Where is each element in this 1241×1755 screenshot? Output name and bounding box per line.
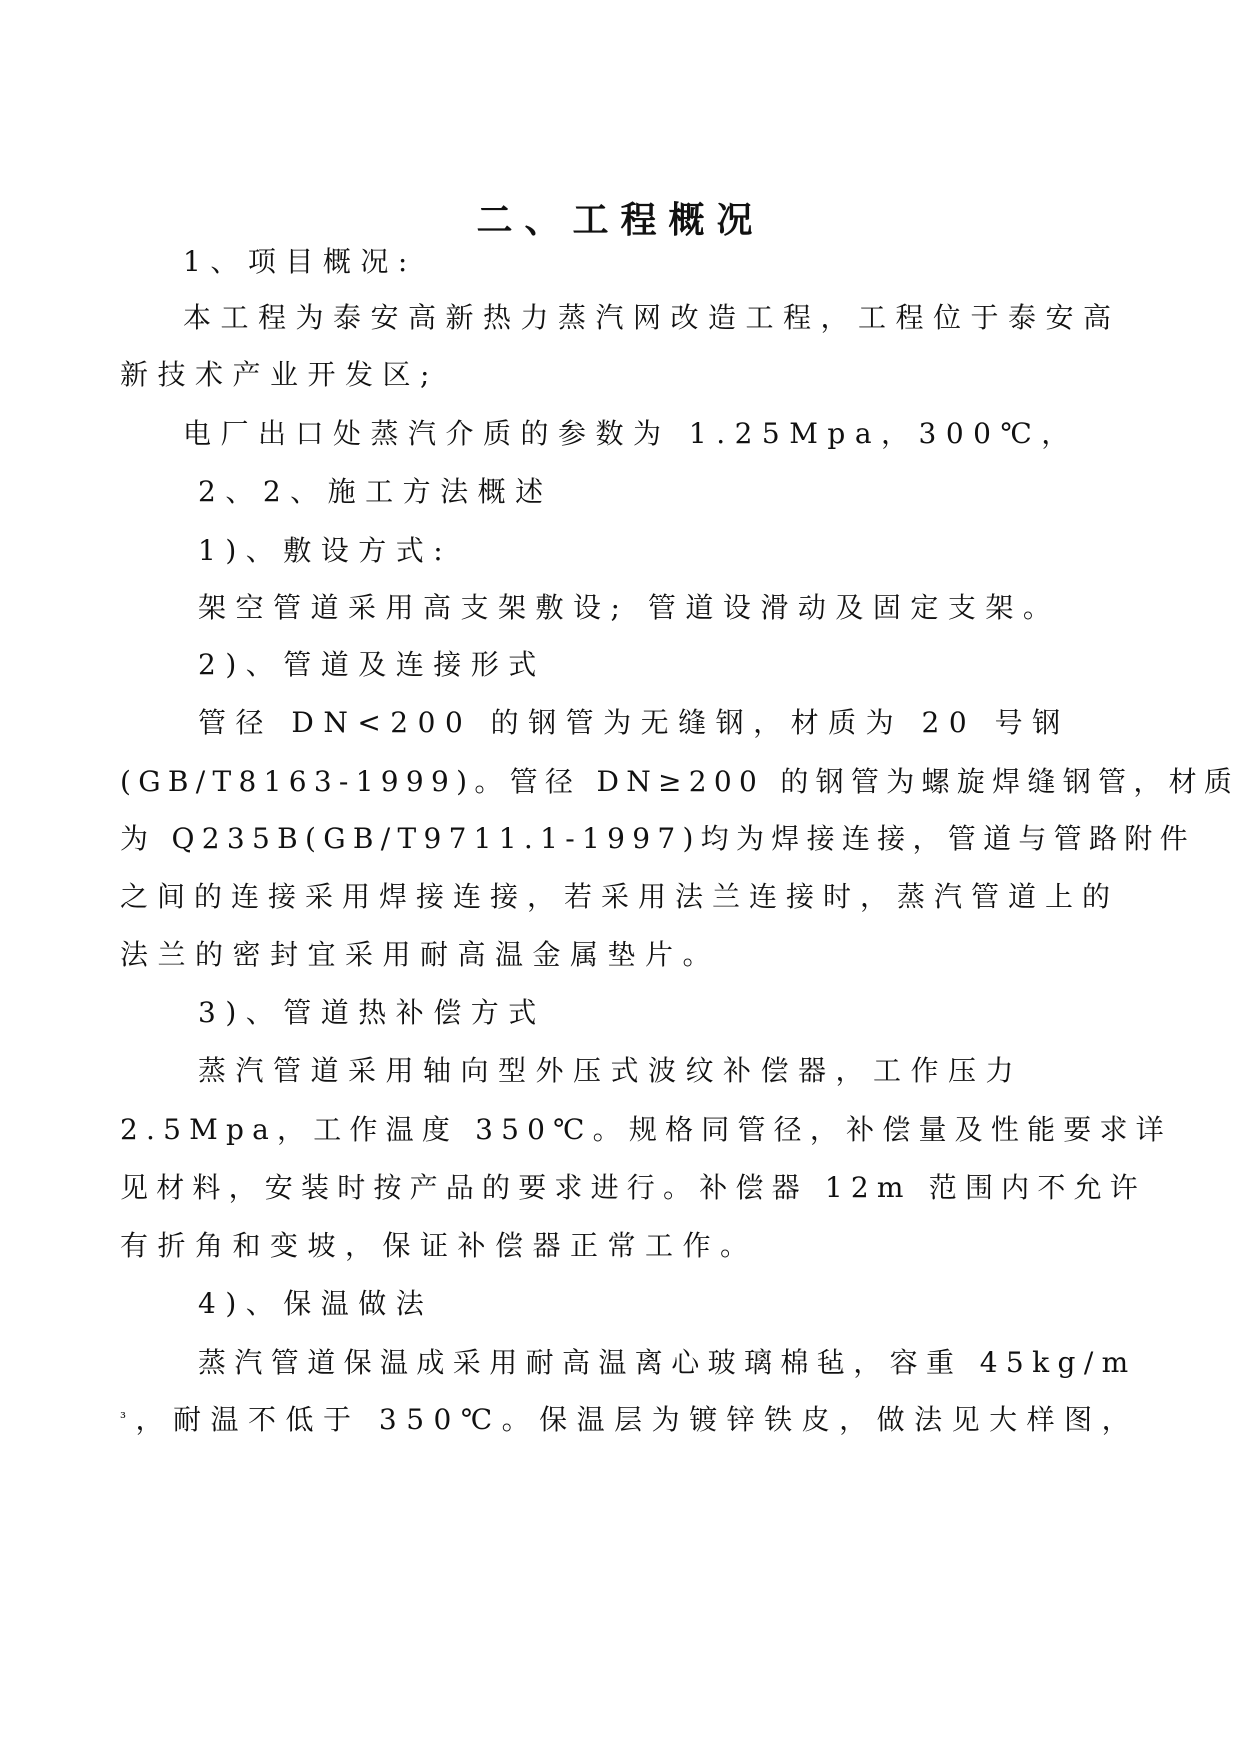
superscript-3: ³ (120, 1409, 136, 1427)
paragraph-line: 新技术产业开发区; (120, 358, 439, 391)
paragraph-line: 本工程为泰安高新热力蒸汽网改造工程，工程位于泰安高 (183, 301, 1121, 334)
paragraph-line: 电厂出口处蒸汽介质的参数为 1.25Mpa，300℃， (183, 417, 1079, 450)
paragraph-line: 蒸汽管道保温成采用耐高温离心玻璃棉毡，容重 45kg/m (198, 1346, 1137, 1379)
paragraph-line: 见材料，安装时按产品的要求进行。补偿器 12m 范围内不允许 (120, 1171, 1146, 1204)
paragraph-line: 架空管道采用高支架敷设; 管道设滑动及固定支架。 (198, 591, 1061, 624)
paragraph-line-continuation: ，耐温不低于 350℃。保温层为镀锌铁皮，做法见大样图， (135, 1403, 1140, 1436)
paragraph-line: 为 Q235B(GB/T9711.1-1997)均为焊接连接，管道与管路附件 (120, 822, 1195, 855)
paragraph-line: 2.5Mpa，工作温度 350℃。规格同管径，补偿量及性能要求详 (120, 1113, 1172, 1146)
paragraph-line: 1)、敷设方式: (198, 534, 453, 567)
paragraph-line: 有折角和变坡，保证补偿器正常工作。 (120, 1229, 758, 1262)
paragraph-line: 之间的连接采用焊接连接，若采用法兰连接时，蒸汽管道上的 (120, 880, 1120, 913)
section-title: 二、工程概况 (476, 199, 765, 241)
paragraph-line: 4)、保温做法 (198, 1287, 434, 1320)
paragraph-line: 1、项目概况: (183, 245, 417, 278)
paragraph-line-last (120, 1400, 1139, 1440)
paragraph-line: (GB/T8163-1999)。管径 DN≥200 的钢管为螺旋焊缝钢管，材质 (120, 765, 1240, 798)
paragraph-line: 2、2、施工方法概述 (198, 475, 553, 508)
paragraph-line: 法兰的密封宜采用耐高温金属垫片。 (120, 938, 721, 971)
paragraph-line: 2)、管道及连接形式 (198, 648, 546, 681)
paragraph-line: 蒸汽管道采用轴向型外压式波纹补偿器，工作压力 (198, 1054, 1024, 1087)
paragraph-line: 管径 DN<200 的钢管为无缝钢，材质为 20 号钢 (198, 706, 1070, 739)
paragraph-line: 3)、管道热补偿方式 (198, 996, 546, 1029)
